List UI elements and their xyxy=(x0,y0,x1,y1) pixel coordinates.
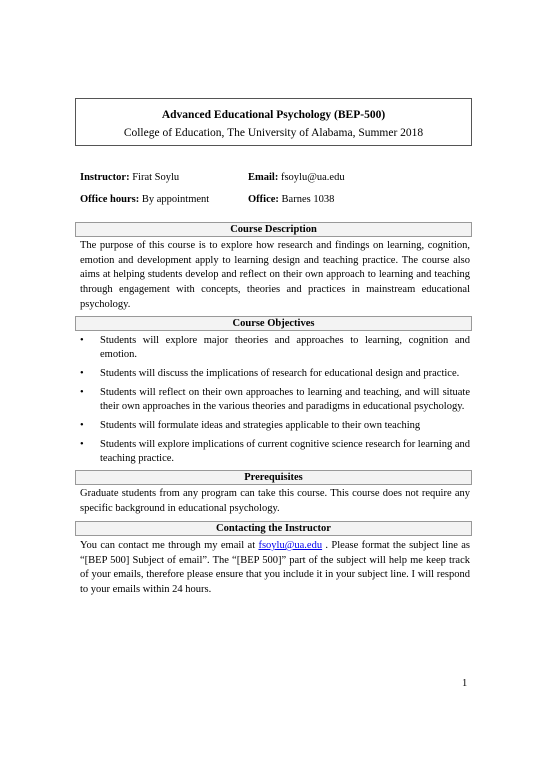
office-hours-value: By appointment xyxy=(139,194,210,205)
email-label: Email: xyxy=(248,172,279,183)
course-title: Advanced Educational Psychology (BEP-500) xyxy=(161,109,386,121)
page-number: 1 xyxy=(462,678,468,689)
office-hours-label: Office hours: xyxy=(80,194,140,205)
list-item: • Students will reflect on their own approaches to learning and teaching, and will situate their own approaches in the various theories and paradigms in educational psychology. xyxy=(80,386,470,413)
instructor-label: Instructor: xyxy=(80,172,130,183)
office-label: Office: xyxy=(248,194,279,205)
office-field xyxy=(248,194,334,205)
bullet-icon: • xyxy=(80,335,84,346)
section-heading-prerequisites: Prerequisites xyxy=(75,470,472,485)
list-item: • Students will discuss the implications of research for educational design and practice. xyxy=(80,367,470,381)
objectives-list xyxy=(80,334,470,471)
course-title-box xyxy=(75,98,472,146)
course-subtitle: College of Education, The University of Alabama, Summer 2018 xyxy=(123,127,424,139)
instructor-value: Firat Soylu xyxy=(129,172,180,183)
info-row-office xyxy=(80,194,480,216)
list-item: • Students will explore major theories and approaches to learning, cognition and emotion. xyxy=(80,335,470,361)
bullet-icon: • xyxy=(80,438,84,450)
info-row-instructor xyxy=(80,172,480,194)
email-value: fsoylu@ua.edu xyxy=(278,172,345,183)
office-hours-field xyxy=(80,194,209,205)
email-field xyxy=(248,172,345,183)
instructor-field xyxy=(80,172,179,183)
email-link[interactable]: fsoylu@ua.edu xyxy=(258,540,323,551)
instructor-info xyxy=(80,172,480,216)
section-heading-objectives: Course Objectives xyxy=(75,316,472,331)
bullet-icon: • xyxy=(80,368,84,380)
list-item: • Students will formulate ideas and strategies applicable to their own teaching xyxy=(80,419,470,433)
section-heading-contact: Contacting the Instructor xyxy=(75,521,472,536)
prerequisites-text: Graduate students from any program can take this course. This course does not require any specific background in educational psychology. xyxy=(80,488,470,514)
list-item: • Students will explore implications of current cognitive science research for learning and teaching practice. xyxy=(80,438,470,465)
bullet-icon: • xyxy=(80,419,84,431)
office-value: Barnes 1038 xyxy=(278,194,335,205)
bullet-icon: • xyxy=(80,386,84,398)
description-text: The purpose of this course is to explore how research and findings on learning, cognition, emotion and development apply to learning design and teaching practice. The course also aims at helping students develop and reflect on their own approach to learning and teaching through engagement with concepts, theories and practices in mainstream educational psychology. xyxy=(80,240,470,310)
section-heading-description: Course Description xyxy=(75,222,472,237)
contact-text: You can contact me through my email at fsoylu@ua.edu . Please format the subject line as “[BEP 500] Subject of email”. The “[BEP 500]” part of the subject will help me keep track of your emails, therefore please ensure that you include it in your subject line. I will respond to your emails within 24 hours. xyxy=(80,540,470,596)
